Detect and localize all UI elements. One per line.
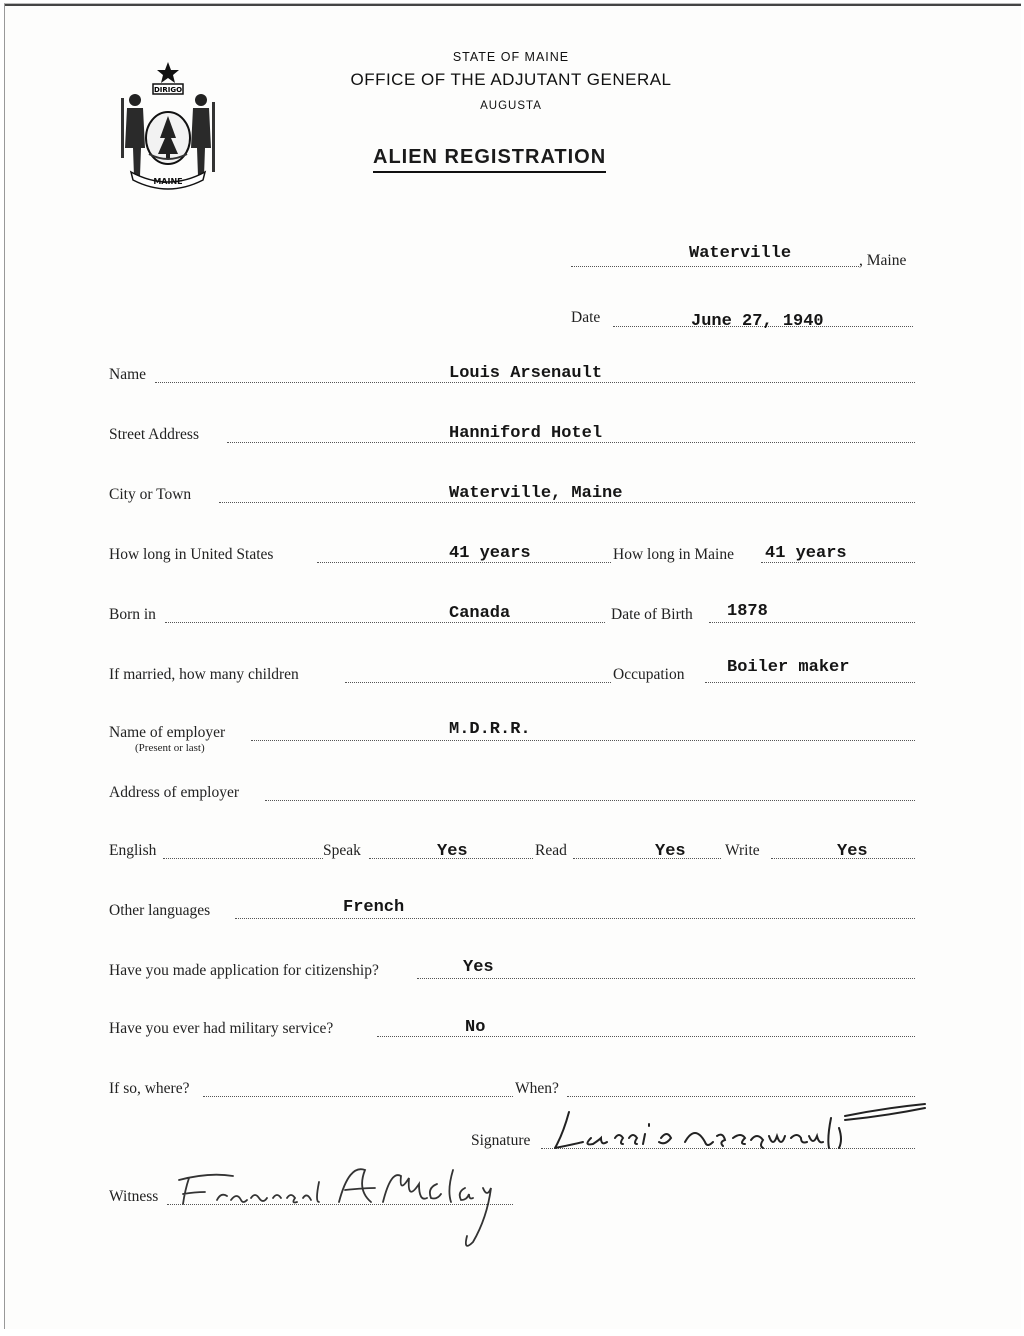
street-label: Street Address — [109, 426, 199, 443]
english-label: English — [109, 842, 157, 859]
witness-handwriting — [169, 1154, 529, 1264]
header-state: STATE OF MAINE — [452, 50, 570, 64]
speak-label: Speak — [323, 842, 361, 859]
military-value: No — [465, 1018, 486, 1037]
born-value: Canada — [449, 604, 511, 623]
born-label: Born in — [109, 606, 156, 623]
street-value: Hanniford Hotel — [449, 424, 603, 443]
employer-value: M.D.R.R. — [449, 720, 531, 739]
other-languages-value: French — [343, 898, 405, 917]
military-label: Have you ever had military service? — [109, 1020, 334, 1037]
citizenship-value: Yes — [463, 958, 494, 977]
read-value: Yes — [655, 842, 686, 861]
employer-address-label: Address of employer — [109, 784, 239, 801]
read-label: Read — [535, 842, 567, 859]
header-office: OFFICE OF THE ADJUTANT GENERAL — [350, 70, 672, 89]
maine-years-value: 41 years — [765, 544, 847, 563]
us-years-label: How long in United States — [109, 546, 274, 563]
speak-value: Yes — [437, 842, 468, 861]
form-title: ALIEN REGISTRATION — [373, 146, 606, 173]
occupation-label: Occupation — [613, 666, 685, 683]
registration-form-page — [4, 3, 1021, 1329]
top-border — [5, 4, 1021, 6]
date-value: June 27, 1940 — [691, 312, 824, 331]
when-label: When? — [515, 1080, 559, 1097]
maine-years-label: How long in Maine — [613, 546, 734, 563]
city-label: City or Town — [109, 486, 192, 503]
name-value: Louis Arsenault — [449, 364, 603, 383]
signature-handwriting — [545, 1098, 945, 1160]
city-value: Waterville, Maine — [449, 484, 623, 503]
date-label: Date — [571, 309, 601, 326]
signature-label: Signature — [471, 1132, 531, 1149]
where-label: If so, where? — [109, 1080, 190, 1097]
dob-label: Date of Birth — [611, 606, 693, 623]
employer-sublabel: (Present or last) — [135, 742, 205, 754]
write-value: Yes — [837, 842, 868, 861]
place-value: Waterville — [689, 244, 792, 263]
write-label: Write — [725, 842, 760, 859]
employer-label: Name of employer — [109, 724, 226, 741]
other-languages-label: Other languages — [109, 902, 211, 919]
header-city: AUGUSTA — [480, 100, 542, 112]
us-years-value: 41 years — [449, 544, 531, 563]
name-label: Name — [109, 366, 147, 383]
dob-value: 1878 — [727, 602, 768, 621]
svg-text:MAINE: MAINE — [153, 177, 183, 186]
children-label: If married, how many children — [109, 666, 299, 683]
witness-label: Witness — [109, 1188, 159, 1205]
citizenship-label: Have you made application for citizenship? — [109, 962, 379, 979]
place-suffix: , Maine — [859, 252, 907, 269]
occupation-value: Boiler maker — [727, 658, 850, 677]
svg-text:DIRIGO: DIRIGO — [153, 86, 183, 94]
